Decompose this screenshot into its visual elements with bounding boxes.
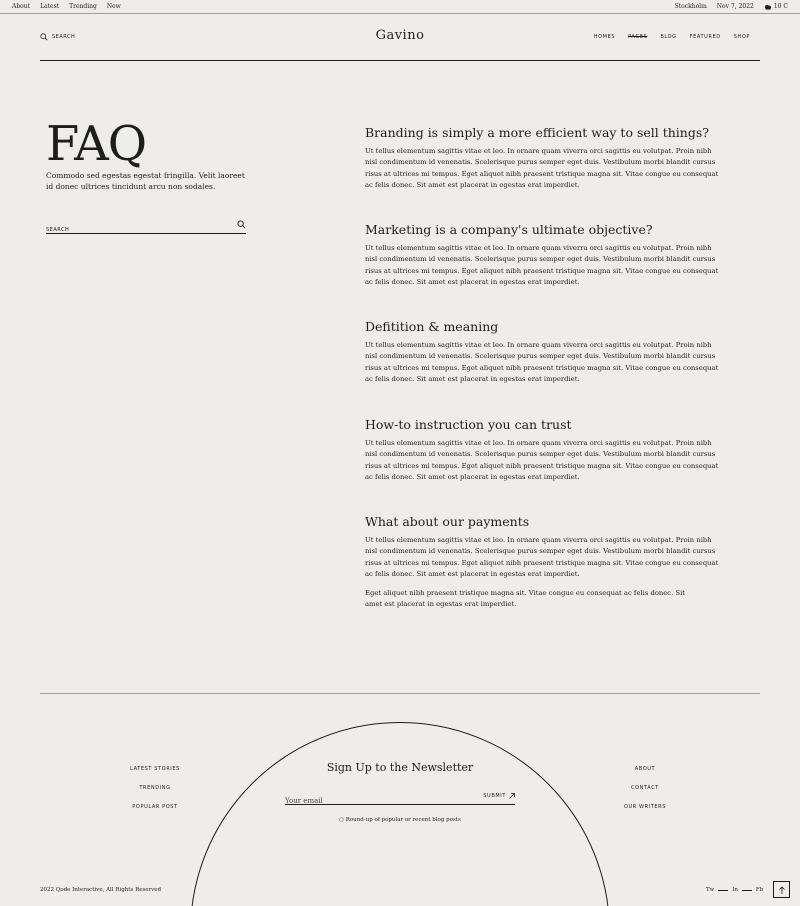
social-instagram[interactable]: In: [732, 887, 738, 893]
top-link-new[interactable]: New: [106, 3, 121, 10]
arrow-up-icon: [779, 886, 785, 894]
top-link-trending[interactable]: Trending: [69, 3, 97, 10]
faq-search: [46, 216, 246, 234]
temperature-label: 10 C: [773, 3, 788, 10]
top-link-about[interactable]: About: [12, 3, 31, 10]
top-link-latest[interactable]: Latest: [40, 3, 60, 10]
email-field[interactable]: [285, 793, 465, 809]
social-twitter[interactable]: Tw: [706, 887, 715, 893]
faq-answer: Ut tellus elementum sagittis vitae et leo. In ornare quam viverra orci sagittis eu volutpat. Proin nibh nisl condimentum id venenatis. Scelerisque purus semper eget duis. Vestibulum morbi blandit cursus risus at ultrices mi tempus. Eget aliquet nibh praesent tristique magna sit. Vitae congue eu consequat ac felis donec. Sit amet est placerat in egestas erat imperdiet.: [365, 341, 719, 383]
page-title: FAQ: [46, 116, 147, 172]
social-links: [706, 887, 763, 893]
decorative-arc: [190, 722, 610, 906]
top-info: [675, 0, 788, 14]
faq-question: Defitition & meaning: [365, 319, 499, 334]
main-nav: [594, 34, 750, 40]
social-divider: [718, 890, 728, 891]
site-logo[interactable]: Gavino: [375, 28, 425, 43]
top-bar: [0, 0, 800, 14]
top-links: [12, 0, 121, 14]
faq-item: [365, 417, 725, 483]
newsletter-form: [285, 788, 515, 805]
faq-question: Marketing is a company's ultimate objective?: [365, 222, 653, 237]
copyright: 2022 Qode Interactive, All Rights Reserved: [40, 887, 162, 893]
site-header: [40, 14, 760, 61]
footer-link-our-writers[interactable]: OUR WRITERS: [623, 804, 666, 810]
header-search-label: SEARCH: [52, 34, 76, 40]
nav-shop[interactable]: SHOP: [733, 34, 750, 40]
faq-answer: Ut tellus elementum sagittis vitae et leo. In ornare quam viverra orci sagittis eu volutpat. Proin nibh nisl condimentum id venenatis. Scelerisque purus semper eget duis. Vestibulum morbi blandit cursus risus at ultrices mi tempus. Eget aliquet nibh praesent tristique magna sit. Vitae congue eu consequat ac felis donec. Sit amet est placerat in egestas erat imperdiet.: [365, 244, 719, 286]
footer-link-about[interactable]: ABOUT: [634, 766, 656, 772]
footer-link-trending[interactable]: TRENDING: [139, 785, 171, 791]
faq-answer: Ut tellus elementum sagittis vitae et leo. In ornare quam viverra orci sagittis eu volutpat. Proin nibh nisl condimentum id venenatis. Scelerisque purus semper eget duis. Vestibulum morbi blandit cursus risus at ultrices mi tempus. Eget aliquet nibh praesent tristique magna sit. Vitae congue eu consequat ac felis donec. Sit amet est placerat in egestas erat imperdiet.: [365, 439, 719, 481]
faq-item: [365, 514, 725, 611]
nav-pages[interactable]: PAGES: [628, 34, 648, 40]
faq-question: Branding is simply a more efficient way to sell things?: [365, 125, 709, 140]
footer-divider: [40, 693, 760, 694]
date-label: Nov 7, 2022: [716, 3, 754, 10]
faq-answer: Ut tellus elementum sagittis vitae et leo. In ornare quam viverra orci sagittis eu volutpat. Proin nibh nisl condimentum id venenatis. Scelerisque purus semper eget duis. Vestibulum morbi blandit cursus risus at ultrices mi tempus. Eget aliquet nibh praesent tristique magna sit. Vitae congue eu consequat ac felis donec. Sit amet est placerat in egestas erat imperdiet.: [365, 536, 719, 578]
nav-blog[interactable]: BLOG: [660, 34, 677, 40]
faq-search-input[interactable]: [46, 222, 226, 238]
nav-homes[interactable]: HOMES: [593, 34, 616, 40]
faq-item: [365, 319, 725, 385]
nav-featured[interactable]: FEATURED: [689, 34, 721, 40]
arrow-up-right-icon: [509, 793, 515, 799]
footer-link-contact[interactable]: CONTACT: [631, 785, 659, 791]
submit-button[interactable]: [483, 793, 515, 799]
footer-link-popular-post[interactable]: POPULAR POST: [132, 804, 178, 810]
back-to-top-button[interactable]: [773, 881, 790, 898]
city-label: Stockholm: [674, 3, 707, 10]
newsletter-note-text: Round-up of popular or recent blog posts: [345, 817, 461, 823]
cloud-icon: [764, 4, 772, 10]
faq-intro: Commodo sed egestas egestat fringilla. Velit laoreet id donec ultrices tincidunt arcu non sodales.: [46, 171, 245, 191]
footer-link-latest-stories[interactable]: LATEST STORIES: [130, 766, 180, 772]
faq-item: [365, 222, 725, 288]
faq-item: [365, 125, 725, 191]
submit-label: SUBMIT: [483, 793, 506, 799]
faq-question: What about our payments: [365, 514, 530, 529]
newsletter-title: Sign Up to the Newsletter: [326, 761, 474, 774]
weather: [764, 0, 788, 14]
social-divider: [742, 890, 752, 891]
faq-answer-extra: Eget aliquet nibh praesent tristique magna sit. Vitae congue eu consequat ac felis donec. Sit amet est placerat in egestas erat imperdiet.: [365, 589, 685, 609]
search-icon[interactable]: [237, 220, 246, 229]
social-facebook[interactable]: Fb: [755, 887, 764, 893]
faq-question: How-to instruction you can trust: [365, 417, 572, 432]
checkbox-icon[interactable]: ○: [339, 817, 344, 823]
newsletter-note: [0, 817, 800, 823]
faq-answer: Ut tellus elementum sagittis vitae et leo. In ornare quam viverra orci sagittis eu volutpat. Proin nibh nisl condimentum id venenatis. Scelerisque purus semper eget duis. Vestibulum morbi blandit cursus risus at ultrices mi tempus. Eget aliquet nibh praesent tristique magna sit. Vitae congue eu consequat ac felis donec. Sit amet est placerat in egestas erat imperdiet.: [365, 147, 719, 189]
